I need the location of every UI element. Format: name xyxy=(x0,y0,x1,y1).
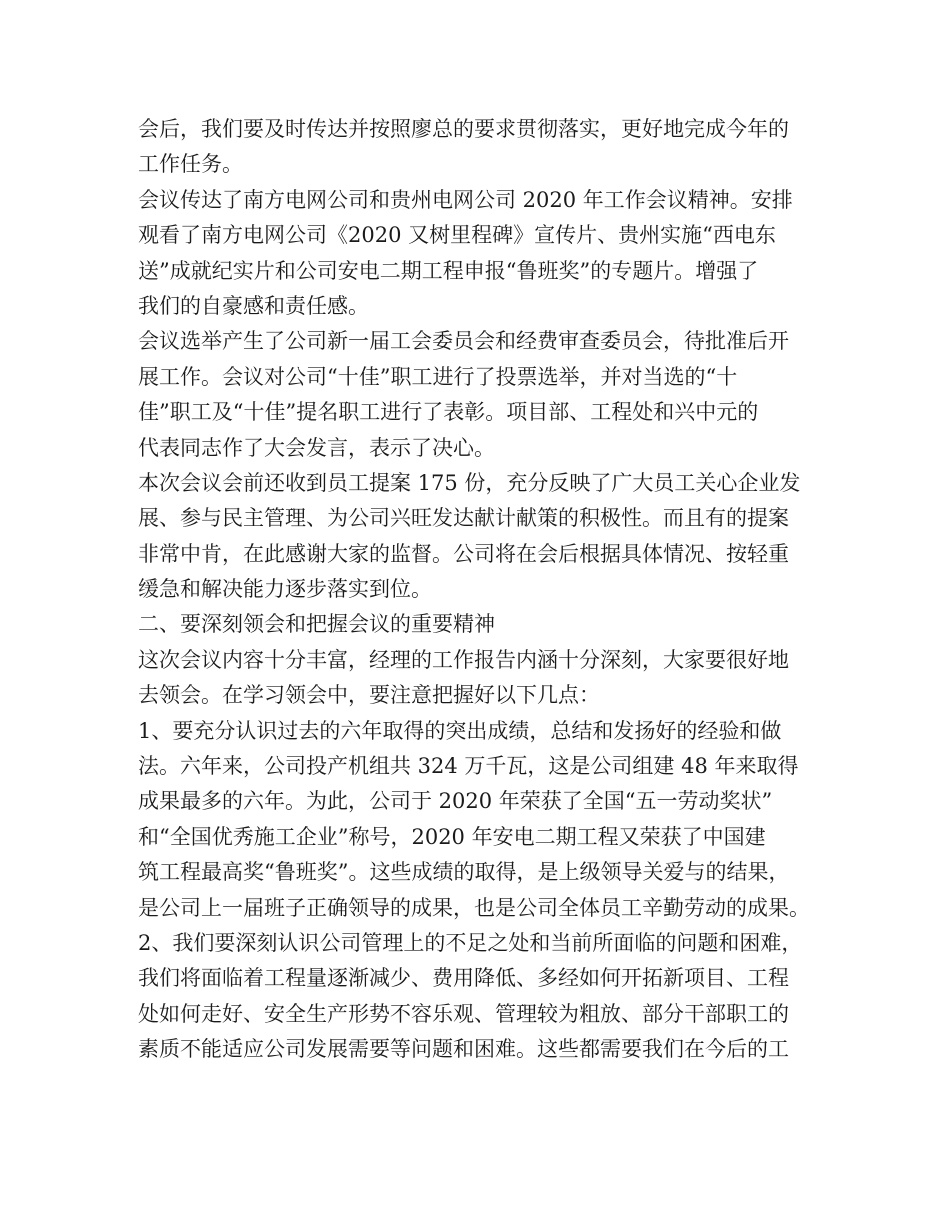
text-line: 处如何走好、安全生产形势不容乐观、管理较为粗放、部分干部职工的 xyxy=(138,1001,789,1026)
text-line: 送”成就纪实片和公司安电二期工程申报“鲁班奖”的专题片。增强了 xyxy=(138,258,759,283)
text-line: 观看了南方电网公司《2020 又树里程碑》宣传片、贵州实施“西电东 xyxy=(138,223,776,248)
text-line: 法。六年来，公司投产机组共 324 万千瓦，这是公司组建 48 年来取得 xyxy=(138,754,799,779)
text-line: 筑工程最高奖“鲁班奖”。这些成绩的取得，是上级领导关爱与的结果， xyxy=(138,860,790,885)
text-line: 展工作。会议对公司“十佳”职工进行了投票选举，并对当选的“十 xyxy=(138,364,738,389)
text-line: 会议选举产生了公司新一届工会委员会和经费审查委员会，待批准后开 xyxy=(138,329,789,354)
text-line: 展、参与民主管理、为公司兴旺发达献计献策的积极性。而且有的提案 xyxy=(138,506,789,531)
text-line: 非常中肯，在此感谢大家的监督。公司将在会后根据具体情况、按轻重 xyxy=(138,541,789,566)
text-line: 佳”职工及“十佳”提名职工进行了表彰。项目部、工程处和兴中元的 xyxy=(138,400,759,425)
text-line: 会议传达了南方电网公司和贵州电网公司 2020 年工作会议精神。安排 xyxy=(138,187,793,212)
text-line: 本次会议会前还收到员工提案 175 份，充分反映了广大员工关心企业发 xyxy=(138,470,801,495)
text-line: 素质不能适应公司发展需要等问题和困难。这些都需要我们在今后的工 xyxy=(138,1037,789,1062)
document-body xyxy=(138,112,818,1068)
text-line: 和“全国优秀施工企业”称号，2020 年安电二期工程又荣获了中国建 xyxy=(138,824,766,849)
text-line: 1、要充分认识过去的六年取得的突出成绩，总结和发扬好的经验和做 xyxy=(138,718,782,743)
text-line: 我们将面临着工程量逐渐减少、费用降低、多经如何开拓新项目、工程 xyxy=(138,966,789,991)
text-line: 是公司上一届班子正确领导的成果，也是公司全体员工辛勤劳动的成果。 xyxy=(138,895,810,920)
text-line: 代表同志作了大会发言，表示了决心。 xyxy=(138,435,495,460)
text-line: 这次会议内容十分丰富，经理的工作报告内涵十分深刻，大家要很好地 xyxy=(138,647,789,672)
text-line: 2、我们要深刻认识公司管理上的不足之处和当前所面临的问题和困难， xyxy=(138,930,803,955)
section-heading: 二、要深刻领会和把握会议的重要精神 xyxy=(138,612,495,637)
text-line: 去领会。在学习领会中，要注意把握好以下几点： xyxy=(138,683,600,708)
text-line: 成果最多的六年。为此，公司于 2020 年荣获了全国“五一劳动奖状” xyxy=(138,789,773,814)
text-line: 我们的自豪感和责任感。 xyxy=(138,293,369,318)
text-line: 缓急和解决能力逐步落实到位。 xyxy=(138,577,432,602)
text-line: 会后，我们要及时传达并按照廖总的要求贯彻落实，更好地完成今年的 xyxy=(138,117,789,141)
text-line: 工作任务。 xyxy=(138,152,243,177)
